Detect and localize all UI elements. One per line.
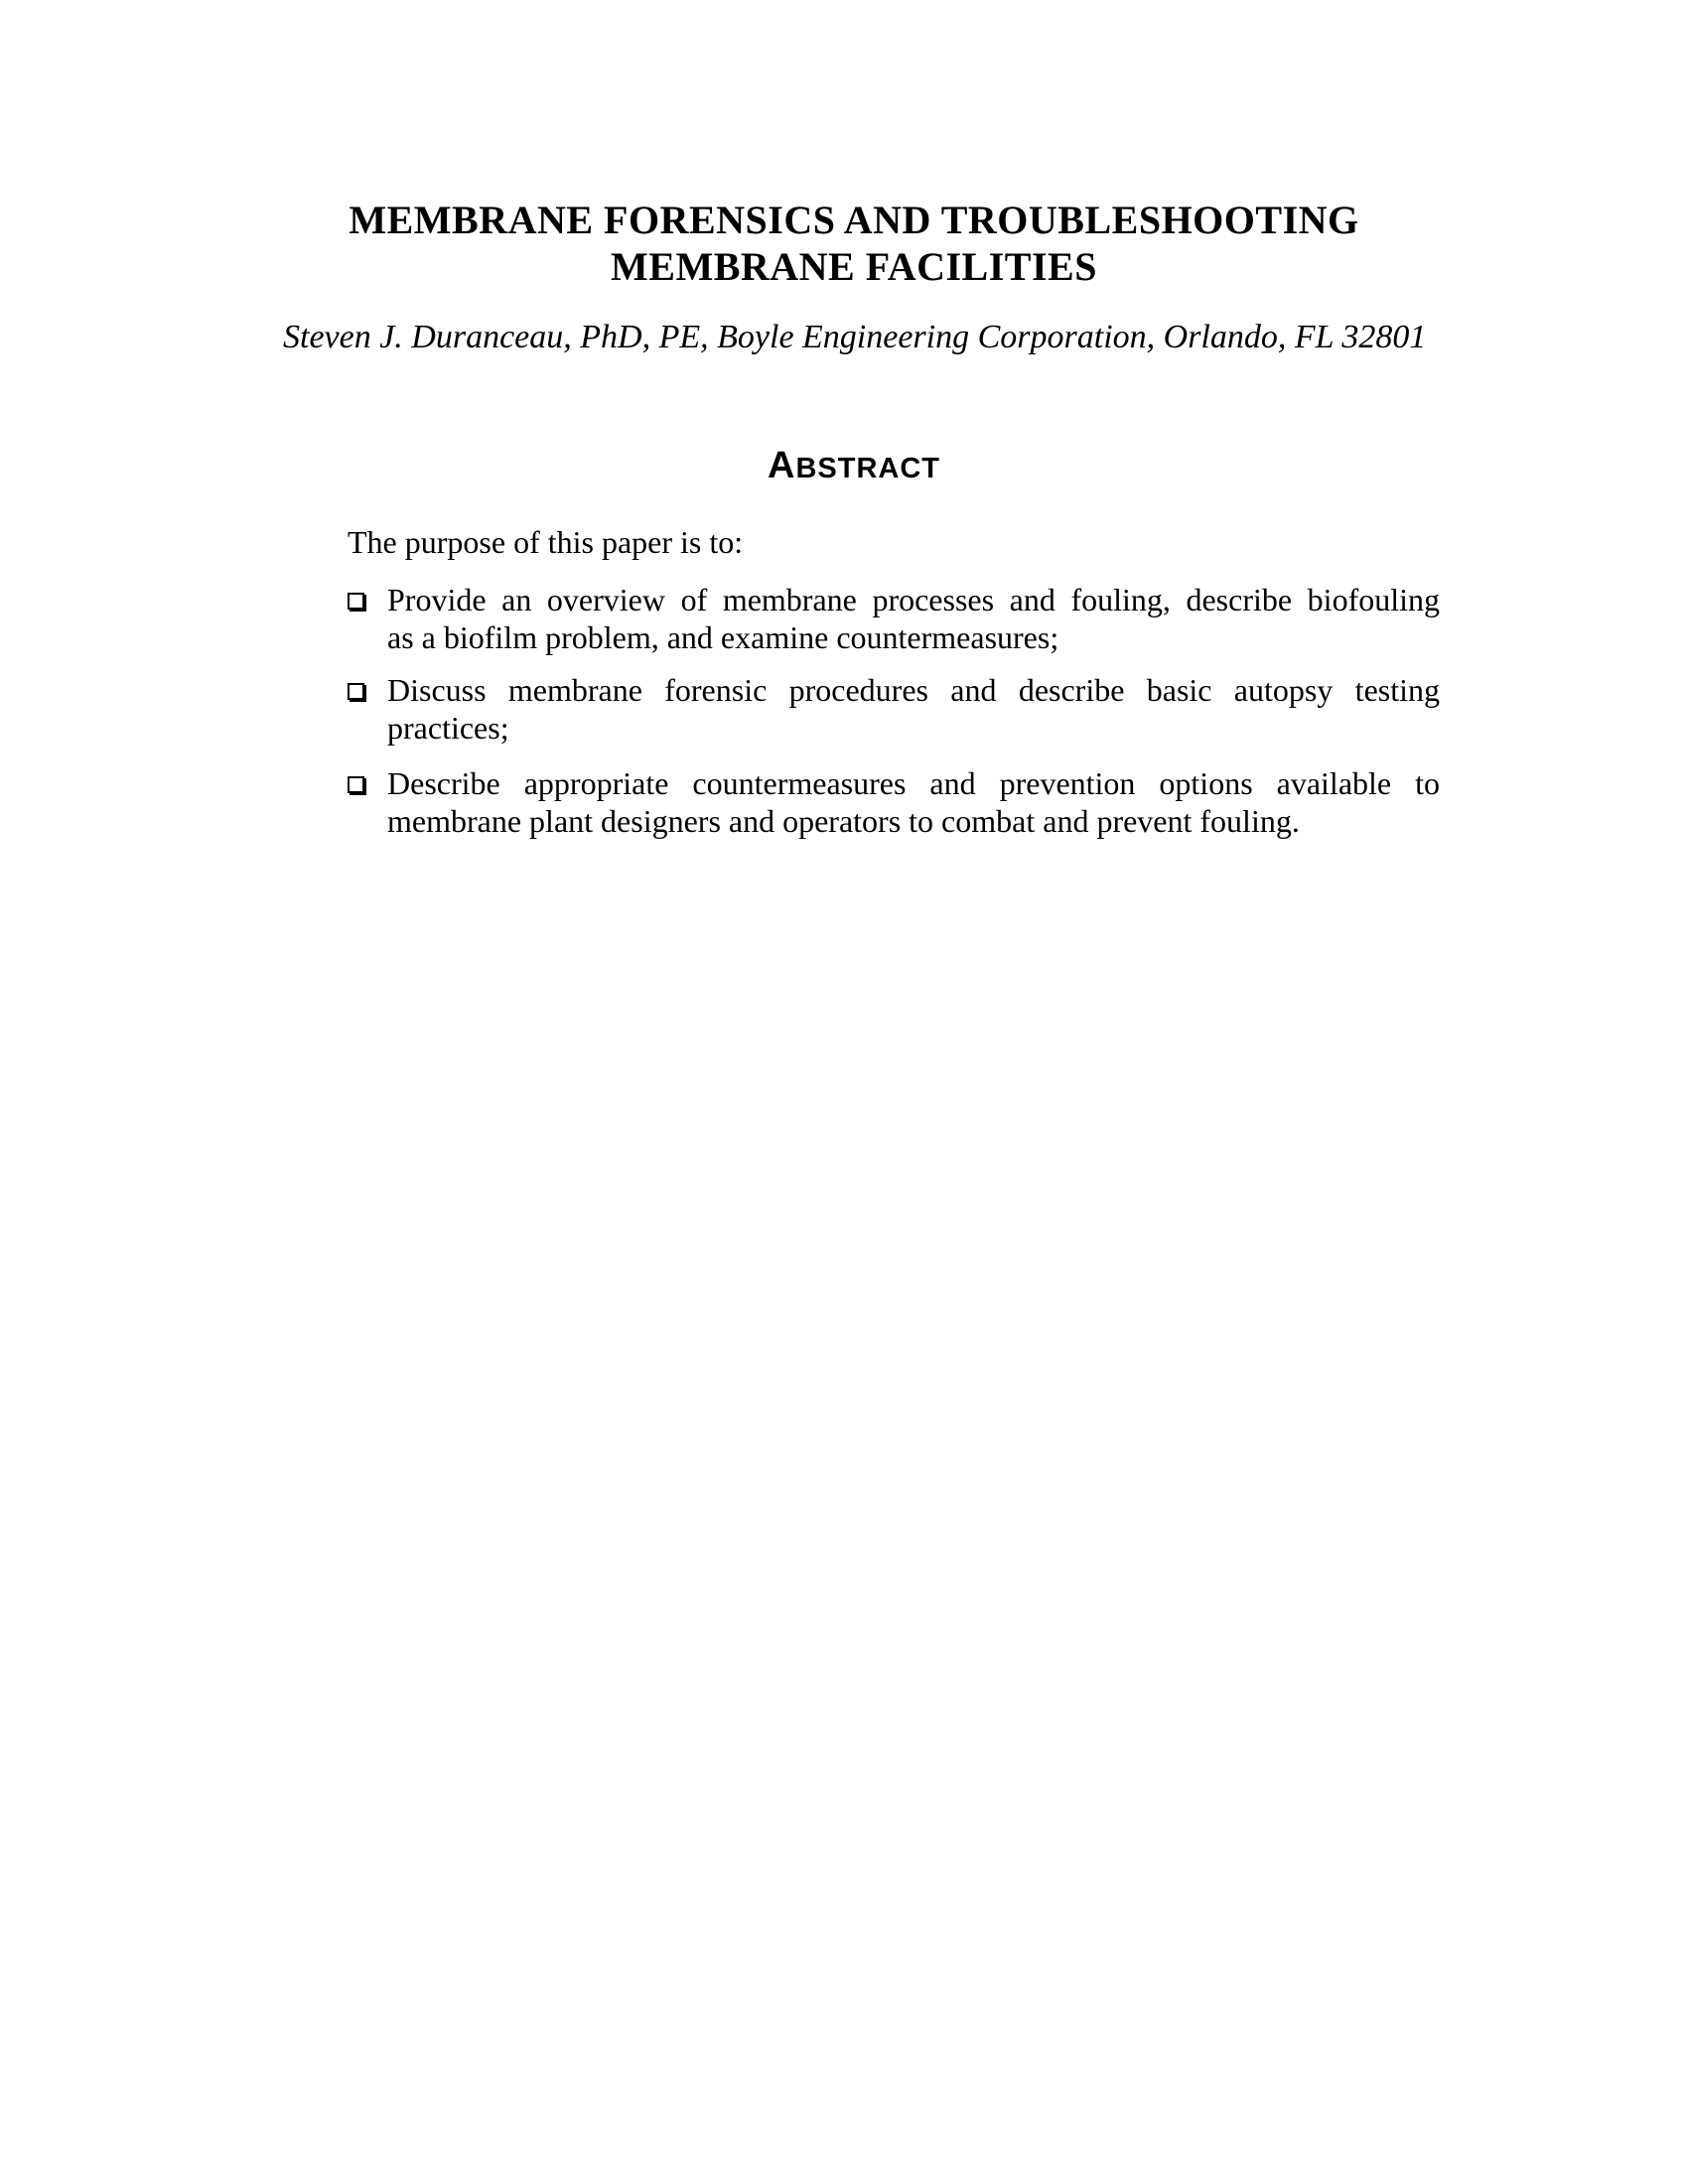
bullet-item	[348, 764, 1440, 840]
bullet-text-line: as a biofilm problem, and examine countermeasures;	[387, 619, 1059, 655]
bullet-square-icon	[348, 683, 364, 700]
bullet-text-line: Discuss membrane forensic procedures and describe basic autopsy testing	[387, 672, 1440, 708]
bullet-marker-cell	[348, 764, 387, 793]
paper-title	[283, 197, 1425, 290]
bullet-text-line: Describe appropriate countermeasures and prevention options available to	[387, 765, 1440, 801]
bullet-text	[387, 671, 1440, 747]
paper-title-line-2: MEMBRANE FACILITIES	[611, 244, 1097, 289]
bullet-square-icon	[348, 593, 364, 610]
bullet-marker-cell	[348, 671, 387, 700]
bullet-marker-cell	[348, 581, 387, 610]
paper-title-line-1: MEMBRANE FORENSICS AND TROUBLESHOOTING	[349, 198, 1359, 242]
bullet-item	[348, 671, 1440, 747]
bullet-text	[387, 764, 1440, 840]
author-affiliation-line: Steven J. Duranceau, PhD, PE, Boyle Engineering Corporation, Orlando, FL 32801	[283, 319, 1427, 355]
bullet-text	[387, 581, 1440, 656]
bullet-text-line: Provide an overview of membrane processes and fouling, describe biofouling	[387, 582, 1440, 617]
bullet-item	[348, 581, 1440, 656]
abstract-heading: ABSTRACT	[768, 445, 940, 486]
abstract-intro: The purpose of this paper is to:	[348, 524, 744, 560]
bullet-text-line: practices;	[387, 710, 509, 746]
bullet-square-icon	[348, 776, 364, 793]
bullet-text-line: membrane plant designers and operators to combat and prevent fouling.	[387, 803, 1300, 839]
